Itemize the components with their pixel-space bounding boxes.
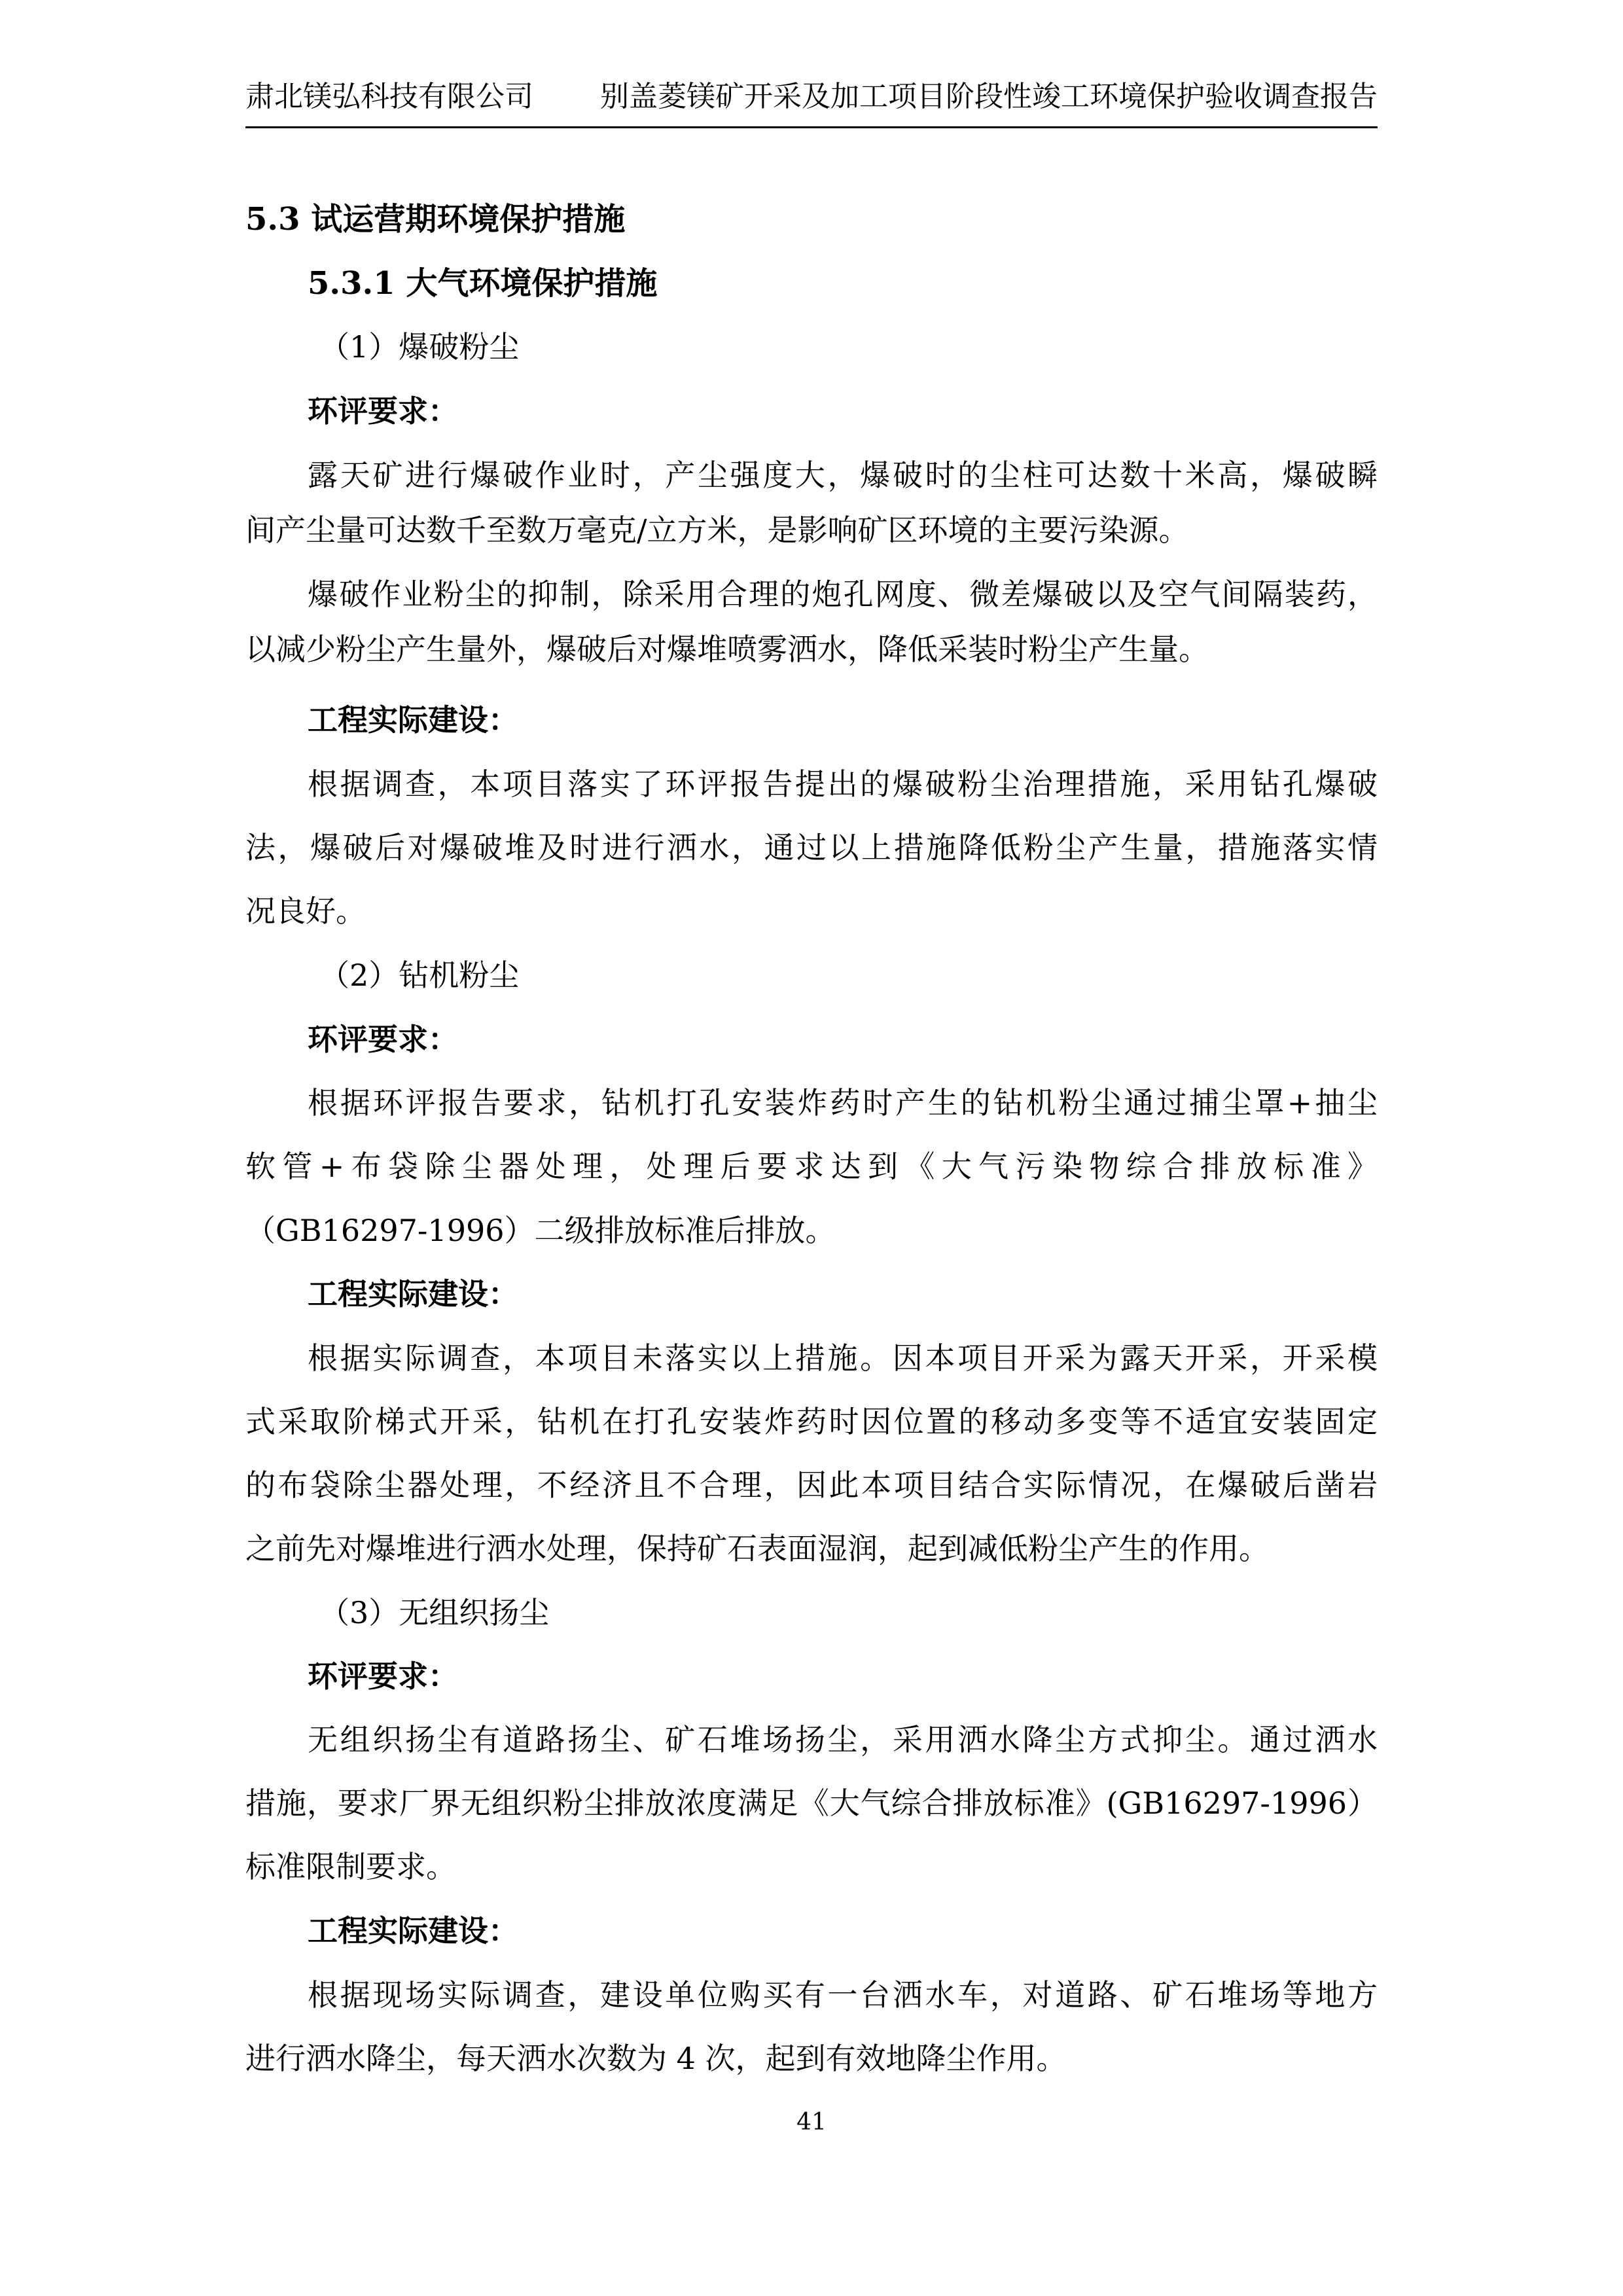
subsection-heading: 5.3.1 大气环境保护措施 (308, 265, 658, 302)
body-line: 爆破作业粉尘的抑制，除采用合理的炮孔网度、微差爆破以及空气间隔装药， (308, 577, 1378, 612)
body-line: 根据环评报告要求，钻机打孔安装炸药时产生的钻机粉尘通过捕尘罩+抽尘 (308, 1085, 1378, 1121)
body-line: 无组织扬尘有道路扬尘、矿石堆场扬尘，采用洒水降尘方式抑尘。通过洒水 (308, 1722, 1378, 1757)
item-title: （1）爆破粉尘 (319, 329, 520, 365)
header-rule (245, 126, 1378, 128)
body-line: 标准限制要求。 (245, 1849, 456, 1884)
body-line: 进行洒水降尘，每天洒水次数为 4 次，起到有效地降尘作用。 (245, 2041, 1067, 2076)
body-line: 以减少粉尘产生量外，爆破后对爆堆喷雾洒水，降低采装时粉尘产生量。 (245, 632, 1209, 667)
section-heading: 5.3 试运营期环境保护措施 (245, 201, 626, 238)
running-header (245, 71, 1378, 123)
body-line: 根据现场实际调查，建设单位购买有一台洒水车，对道路、矿石堆场等地方 (308, 1977, 1378, 2013)
header-company: 肃北镁弘科技有限公司 (245, 80, 533, 113)
requirement-label: 环评要求： (308, 1022, 458, 1057)
item-title: （2）钻机粉尘 (319, 958, 520, 993)
body-line: 的布袋除尘器处理，不经济且不合理，因此本项目结合实际情况，在爆破后凿岩 (245, 1467, 1378, 1503)
body-line: 间产尘量可达数千至数万毫克/立方米，是影响矿区环境的主要污染源。 (245, 512, 1189, 548)
implementation-label: 工程实际建设： (308, 1913, 518, 1948)
body-line: （GB16297-1996）二级排放标准后排放。 (245, 1213, 836, 1248)
implementation-label: 工程实际建设： (308, 702, 518, 738)
item-title: （3）无组织扬尘 (319, 1595, 550, 1630)
body-line: 之前先对爆堆进行洒水处理，保持矿石表面湿润，起到减低粉尘产生的作用。 (245, 1531, 1269, 1566)
body-line: 况良好。 (245, 893, 366, 929)
body-line: 露天矿进行爆破作业时，产尘强度大，爆破时的尘柱可达数十米高，爆破瞬 (308, 457, 1378, 493)
body-line: 式采取阶梯式开采，钻机在打孔安装炸药时因位置的移动多变等不适宜安装固定 (245, 1404, 1378, 1439)
body-line: 措施，要求厂界无组织粉尘排放浓度满足《大气综合排放标准》(GB16297-1996） (245, 1785, 1378, 1821)
body-line: 软管+布袋除尘器处理，处理后要求达到《大气污染物综合排放标准》 (245, 1149, 1378, 1184)
implementation-label: 工程实际建设： (308, 1276, 518, 1312)
body-line: 根据调查，本项目落实了环评报告提出的爆破粉尘治理措施，采用钻孔爆破 (308, 766, 1378, 802)
body-line: 法，爆破后对爆破堆及时进行洒水，通过以上措施降低粉尘产生量，措施落实情 (245, 830, 1378, 865)
header-report-title: 别盖菱镁矿开采及加工项目阶段性竣工环境保护验收调查报告 (600, 80, 1378, 113)
requirement-label: 环评要求： (308, 1659, 458, 1694)
page-number: 41 (796, 2109, 827, 2136)
requirement-label: 环评要求： (308, 393, 458, 429)
body-line: 根据实际调查，本项目未落实以上措施。因本项目开采为露天开采，开采模 (308, 1340, 1378, 1376)
